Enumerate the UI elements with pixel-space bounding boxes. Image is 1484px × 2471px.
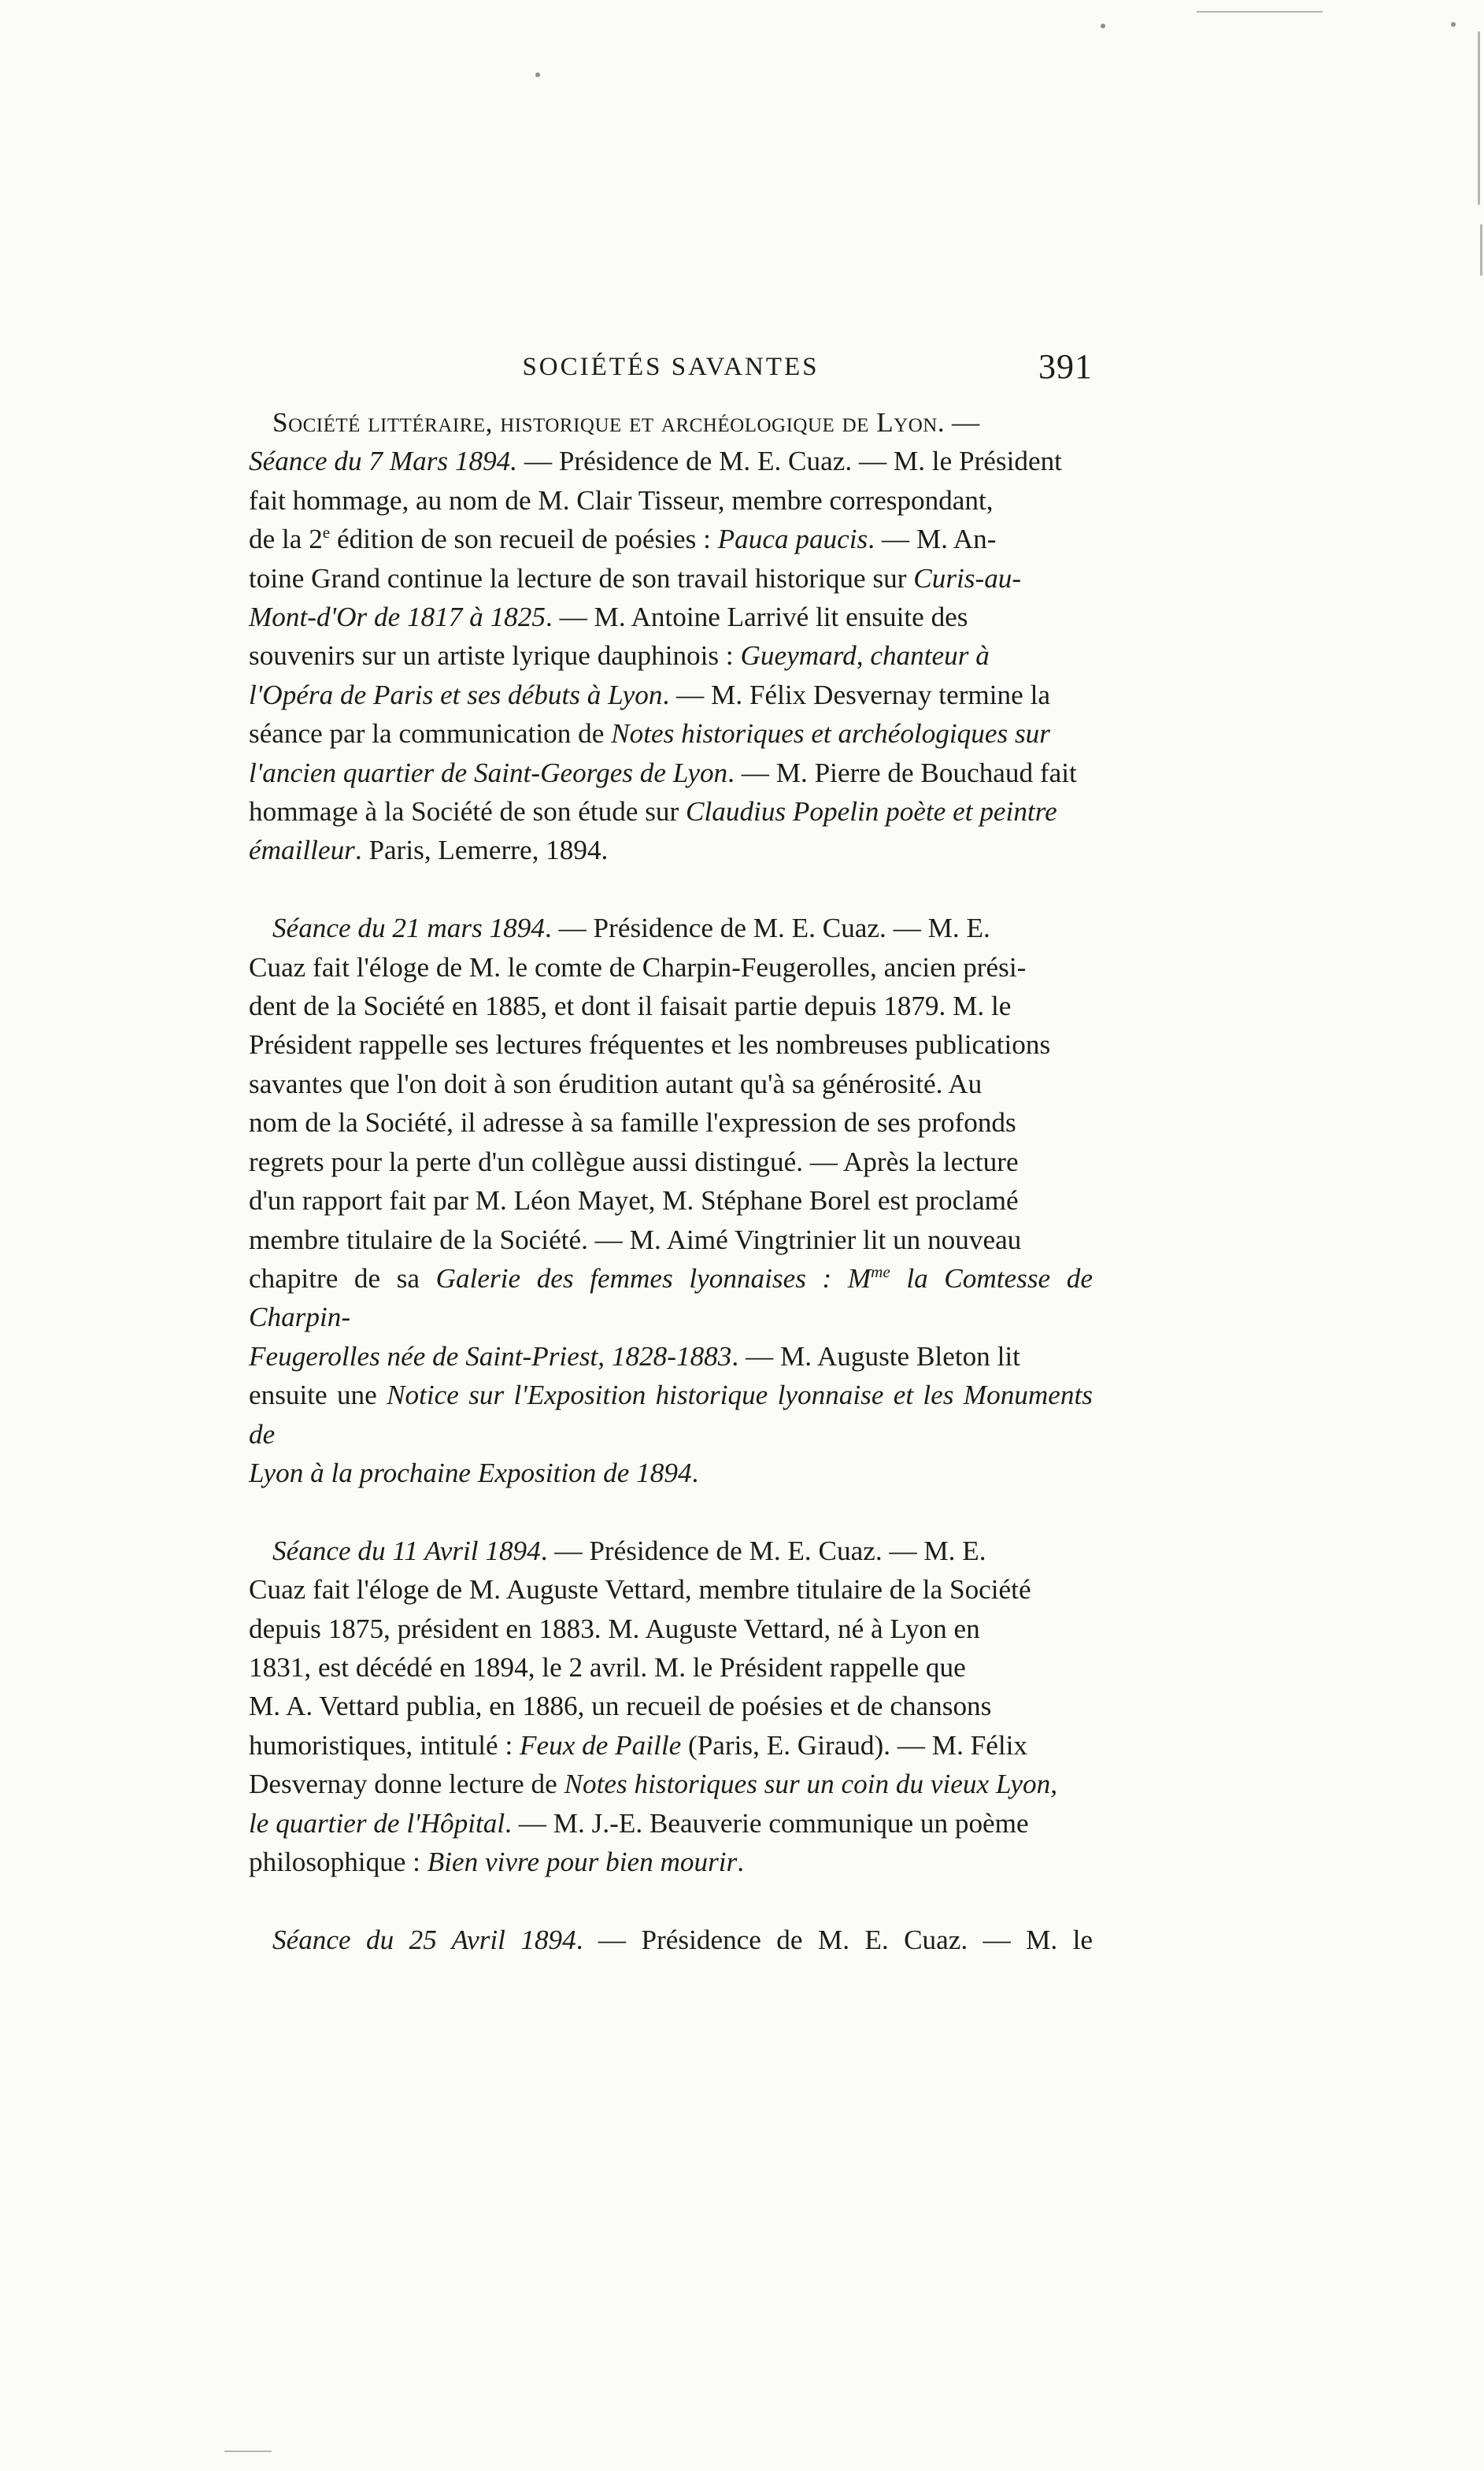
society-heading: Société littéraire, historique et archéologique de Lyon. <box>272 407 946 438</box>
text-line: Cuaz fait l'éloge de M. le comte de Charpin-Feugerolles, ancien prési- <box>249 951 1027 983</box>
page-header <box>249 346 1093 397</box>
text-line: dent de la Société en 1885, et dont il faisait partie depuis 1879. M. le <box>249 991 1012 1022</box>
paper-speck <box>1451 22 1456 27</box>
text-line: Feugerolles née de Saint-Priest, 1828-1883. — M. Auguste Bleton lit <box>249 1340 1020 1372</box>
text-line: depuis 1875, président en 1883. M. Auguste Vettard, né à Lyon en <box>249 1613 980 1644</box>
text-line: émailleur. Paris, Lemerre, 1894. <box>249 835 609 866</box>
paragraph-seance-7-mars <box>249 403 1093 870</box>
running-title: SOCIÉTÉS SAVANTES <box>522 353 820 381</box>
text-line: regrets pour la perte d'un collègue aussi distingué. — Après la lecture <box>249 1146 1019 1177</box>
bottom-edge-mark <box>224 2451 272 2452</box>
right-margin-rule <box>1478 31 1480 205</box>
paragraph-seance-21-mars <box>249 909 1093 1492</box>
text-line: Séance du 11 Avril 1894. — Présidence de M. E. Cuaz. — M. E. <box>272 1535 986 1566</box>
text-line: Mont-d'Or de 1817 à 1825. — M. Antoine Larrivé lit ensuite des <box>249 602 968 633</box>
text-line: 1831, est décédé en 1894, le 2 avril. M. le Président rappelle que <box>249 1651 966 1683</box>
text-line: fait hommage, au nom de M. Clair Tisseur, membre correspondant, <box>249 484 994 516</box>
text-line: Cuaz fait l'éloge de M. Auguste Vettard, membre titulaire de la Société <box>249 1574 1031 1606</box>
page-number: 391 <box>1038 347 1093 386</box>
text-line: Séance du 21 mars 1894. — Présidence de M. E. Cuaz. — M. E. <box>272 913 990 944</box>
body-text <box>249 403 1093 1999</box>
top-edge-mark <box>1197 11 1323 13</box>
text-line: nom de la Société, il adresse à sa famille l'expression de ses profonds <box>249 1107 1016 1139</box>
text-line: souvenirs sur un artiste lyrique dauphinois : Gueymard, chanteur à <box>249 640 990 672</box>
text-line: séance par la communication de Notes historiques et archéologiques sur <box>249 718 1050 750</box>
text-line: M. A. Vettard publia, en 1886, un recueil de poésies et de chansons <box>249 1691 992 1722</box>
text-line: Séance du 25 Avril 1894. — Présidence de M. E. Cuaz. — M. le <box>272 1924 1093 1955</box>
text-line: ensuite une Notice sur l'Exposition historique lyonnaise et les Monuments de <box>249 1380 1093 1450</box>
text-line: humoristiques, intitulé : Feux de Paille (Paris, E. Giraud). — M. Félix <box>249 1729 1028 1761</box>
text-line: le quartier de l'Hôpital. — M. J.-E. Beauverie communique un poème <box>249 1807 1029 1839</box>
paper-speck <box>535 72 540 77</box>
text-line: Desvernay donne lecture de Notes historiques sur un coin du vieux Lyon, <box>249 1769 1057 1800</box>
text-line: chapitre de sa Galerie des femmes lyonnaises : $M^{me}$ la Comtesse de Charpin- <box>249 1261 1093 1333</box>
text-line: toine Grand continue la lecture de son travail historique sur Curis-au- <box>249 562 1022 594</box>
text-line: l'Opéra de Paris et ses débuts à Lyon. — M. Félix Desvernay termine la <box>249 679 1050 710</box>
text-line: membre titulaire de la Société. — M. Aimé Vingtrinier lit un nouveau <box>249 1224 1022 1255</box>
text-line: Président rappelle ses lectures fréquentes et les nombreuses publications <box>249 1029 1051 1061</box>
text-line: philosophique : Bien vivre pour bien mourir. <box>249 1847 745 1877</box>
right-margin-rule <box>1480 224 1482 276</box>
paragraph-seance-25-avril <box>249 1921 1093 1959</box>
text-line: de la 2e édition de son recueil de poésies : Pauca paucis. — M. An- <box>249 523 997 555</box>
text-line: l'ancien quartier de Saint-Georges de Lyon. — M. Pierre de Bouchaud fait <box>249 757 1077 788</box>
text-line: hommage à la Société de son étude sur Claudius Popelin poète et peintre <box>249 796 1057 828</box>
text-line: Société littéraire, historique et archéologique de Lyon. — <box>272 407 980 438</box>
text-line: d'un rapport fait par M. Léon Mayet, M. Stéphane Borel est proclamé <box>249 1185 1019 1217</box>
paper-speck <box>1101 24 1105 28</box>
paragraph-seance-11-avril <box>249 1532 1093 1882</box>
text-line: savantes que l'on doit à son érudition autant qu'à sa générosité. Au <box>249 1068 983 1099</box>
text-line: Séance du 7 Mars 1894. — Présidence de M. E. Cuaz. — M. le Président <box>249 446 1062 477</box>
text-line: Lyon à la prochaine Exposition de 1894. <box>249 1457 699 1488</box>
